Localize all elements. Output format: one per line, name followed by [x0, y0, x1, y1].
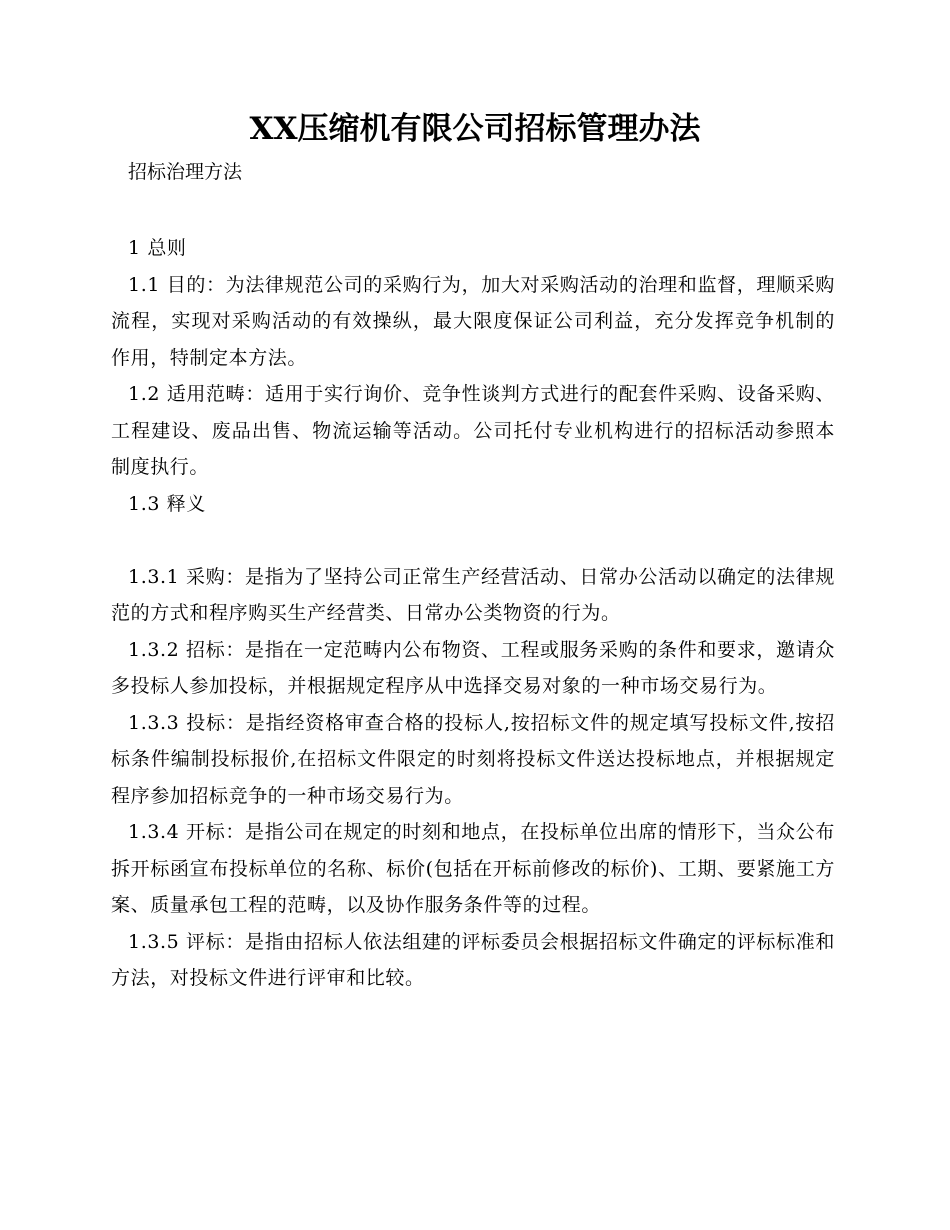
paragraph-scope: 1.2 适用范畴：适用于实行询价、竞争性谈判方式进行的配套件采购、设备采购、工程建设、废品出售、物流运输等活动。公司托付专业机构进行的招标活动参照本制度执行。	[111, 383, 835, 478]
paragraph-purpose: 1.1 目的：为法律规范公司的采购行为，加大对采购活动的治理和监督，理顺采购流程，实现对采购活动的有效操纵，最大限度保证公司利益，充分发挥竞争机制的作用，特制定本方法。	[111, 273, 835, 369]
document-title: XX压缩机有限公司招标管理办法	[249, 111, 701, 147]
document-subtitle: 招标治理方法	[128, 161, 243, 183]
paragraph-procurement: 1.3.1 采购：是指为了坚持公司正常生产经营活动、日常办公活动以确定的法律规范的方式和程序购买生产经营类、日常办公类物资的行为。	[111, 565, 835, 624]
paragraph-bid-evaluation: 1.3.5 评标：是指由招标人依法组建的评标委员会根据招标文件确定的评标标准和方法，对投标文件进行评审和比较。	[111, 930, 835, 989]
paragraph-spacer	[111, 522, 835, 559]
document-body	[111, 230, 835, 997]
section-heading-general: 1 总则	[128, 237, 187, 259]
paragraph-tendering: 1.3.2 招标：是指在一定范畴内公布物资、工程或服务采购的条件和要求，邀请众多投标人参加投标，并根据规定程序从中选择交易对象的一种市场交易行为。	[111, 638, 835, 697]
section-heading-definitions: 1.3 释义	[128, 492, 206, 515]
paragraph-bidding: 1.3.3 投标：是指经资格审查合格的投标人,按招标文件的规定填写投标文件,按招标条件编制投标报价,在招标文件限定的时刻将投标文件送达投标地点，并根据规定程序参加招标竞争的一种市场交易行为。	[111, 711, 835, 807]
paragraph-bid-opening: 1.3.4 开标：是指公司在规定的时刻和地点，在投标单位出席的情形下，当众公布拆开标函宣布投标单位的名称、标价(包括在开标前修改的标价)、工期、要紧施工方案、质量承包工程的范畴，以及协作服务条件等的过程。	[111, 821, 835, 916]
